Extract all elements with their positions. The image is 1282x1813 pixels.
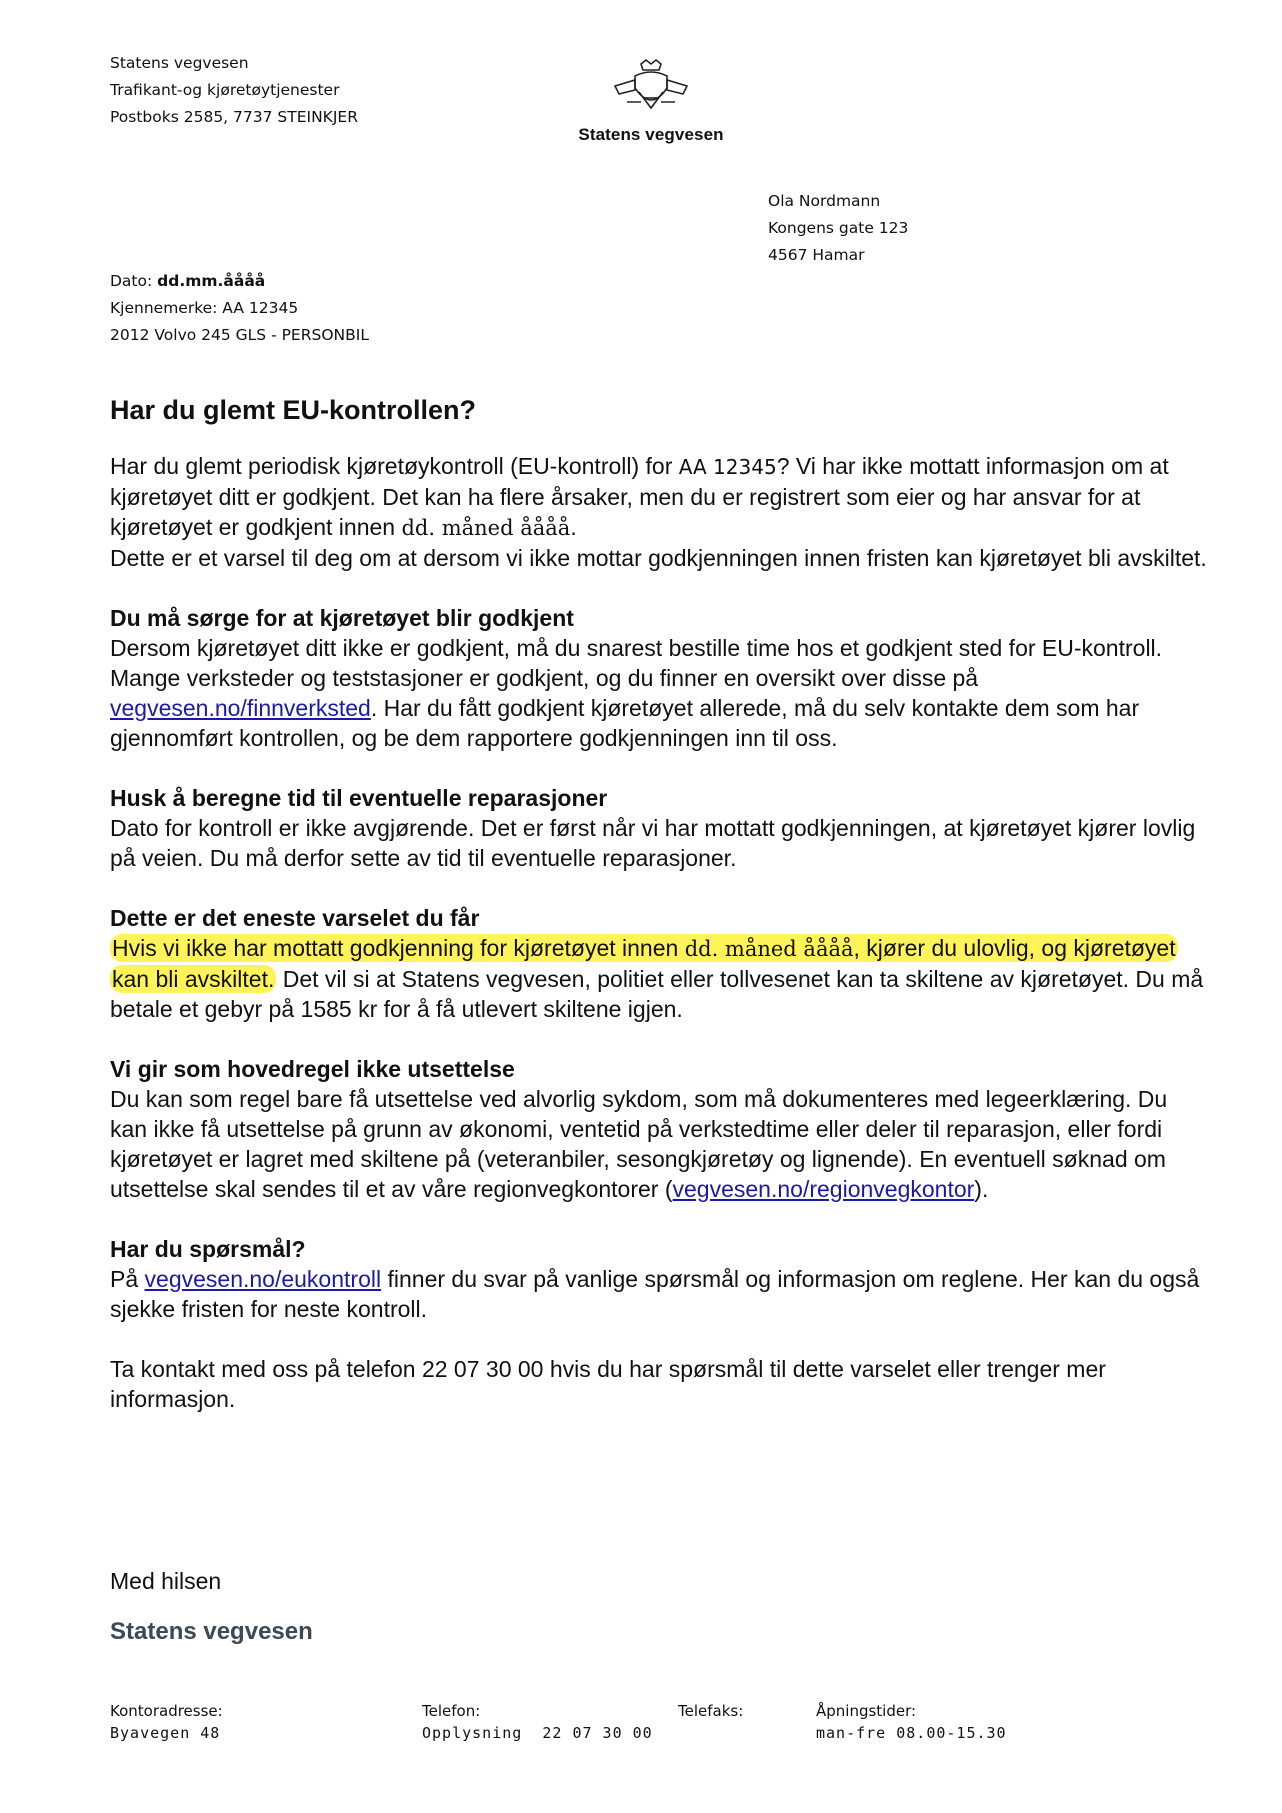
recipient-street: Kongens gate 123 — [768, 219, 909, 237]
sender-org: Statens vegvesen — [110, 54, 249, 72]
section-body-godkjent — [110, 633, 1210, 753]
logo-wordmark: Statens vegvesen — [578, 125, 724, 144]
intro-text-b: ? Vi har ikke mottatt informasjon om at kjøretøyet ditt er godkjent. Det kan ha flere årsaker, men du er registrert som eier og har ansvar for at kjøretøyet er godkjent innen — [110, 453, 1169, 540]
section-heading-varsel: Dette er det eneste varselet du får — [110, 905, 480, 931]
footer-phone-label: Telefon: — [422, 1702, 481, 1720]
finnverksted-link[interactable]: vegvesen.no/finnverksted — [110, 695, 371, 721]
footer-address-label: Kontoradresse: — [110, 1702, 223, 1720]
date-label: Dato: — [110, 272, 158, 290]
footer-address — [110, 1700, 223, 1744]
recipient-city: 4567 Hamar — [768, 246, 865, 264]
section-heading-sporsmal: Har du spørsmål? — [110, 1236, 306, 1262]
s1-text-a: Dersom kjøretøyet ditt ikke er godkjent, må du snarest bestille time hos et godkjent sted for EU-kontroll. Mange verksteder og teststasjoner er godkjent, og du finner en oversikt over disse på — [110, 635, 1163, 691]
statens-vegvesen-logo — [566, 58, 736, 145]
signature: Statens vegvesen — [110, 1618, 313, 1645]
intro-paragraph-2: Dette er et varsel til deg om at dersom vi ikke mottar godkjenningen innen fristen kan kjøretøyet bli avskiltet. — [110, 545, 1207, 571]
contact-paragraph: Ta kontakt med oss på telefon 22 07 30 00 hvis du har spørsmål til dette varselet eller trenger mer informasjon. — [110, 1356, 1106, 1412]
sender-postal: Postboks 2585, 7737 STEINKJER — [110, 108, 358, 126]
section-heading-utsettelse: Vi gir som hovedregel ikke utsettelse — [110, 1056, 515, 1082]
s3-rest: Det vil si at Statens vegvesen, politiet eller tollvesenet kan ta skiltene av kjøretøyet. Du må betale et gebyr på 1585 kr for å få utlevert skiltene igjen. — [110, 966, 1204, 1022]
s3-deadline: dd. måned åååå — [684, 937, 854, 961]
plate-line: Kjennemerke: AA 12345 — [110, 299, 299, 317]
footer-hours — [816, 1700, 1007, 1744]
footer-address-value: Byavegen 48 — [110, 1724, 221, 1742]
date-line — [110, 268, 369, 295]
s3-hl-text-a: Hvis vi ikke har mottatt godkjenning for kjøretøyet innen — [112, 935, 685, 961]
s4-text-b: ). — [974, 1176, 989, 1202]
footer-phone — [422, 1700, 653, 1744]
closing-greeting: Med hilsen — [110, 1568, 222, 1594]
footer-fax-label: Telefaks: — [678, 1702, 744, 1720]
footer-hours-label: Åpningstider: — [816, 1702, 917, 1720]
footer-hours-value: man-fre 08.00-15.30 — [816, 1724, 1007, 1742]
eukontroll-link[interactable]: vegvesen.no/eukontroll — [144, 1266, 382, 1292]
intro-text-c: . — [570, 514, 577, 540]
section-body-varsel — [110, 933, 1210, 1024]
s5-text-a: På — [110, 1266, 145, 1292]
date-value: dd.mm.åååå — [157, 272, 266, 290]
section-body-sporsmal — [110, 1264, 1210, 1324]
s3-hl-text-b: , kjører du ulovlig, og kjøretøyet kan bli avskiltet. — [112, 935, 1176, 992]
vehicle-line: 2012 Volvo 245 GLS - PERSONBIL — [110, 326, 369, 344]
intro-plate: AA 12345 — [678, 455, 777, 479]
footer — [110, 1700, 1210, 1760]
intro-text-a: Har du glemt periodisk kjøretøykontroll (EU-kontroll) for — [110, 453, 679, 479]
intro-deadline: dd. måned åååå — [401, 516, 571, 540]
s1-text-b: . Har du fått godkjent kjøretøyet allerede, må du selv kontakte dem som har gjennomført kontrollen, og be dem rapportere godkjenningen inn til oss. — [110, 695, 1140, 751]
recipient-address — [768, 188, 908, 269]
section-heading-godkjent: Du må sørge for at kjøretøyet blir godkjent — [110, 605, 574, 631]
sender-department: Trafikant-og kjøretøytjenester — [110, 81, 340, 99]
intro-paragraph — [110, 451, 1210, 543]
section-body-utsettelse — [110, 1084, 1210, 1204]
footer-fax — [678, 1700, 743, 1722]
sender-address — [110, 50, 358, 131]
letter-body — [110, 393, 1210, 1414]
recipient-name: Ola Nordmann — [768, 192, 881, 210]
footer-phone-value: Opplysning 22 07 30 00 — [422, 1724, 653, 1742]
letter-meta — [110, 268, 369, 349]
letter-title: Har du glemt EU-kontrollen? — [110, 395, 477, 425]
crest-icon — [611, 58, 691, 118]
section-heading-reparasjoner: Husk å beregne tid til eventuelle reparasjoner — [110, 785, 608, 811]
s5-text-b: finner du svar på vanlige spørsmål og informasjon om reglene. Her kan du også sjekke fristen for neste kontroll. — [110, 1266, 1200, 1322]
s4-text-a: Du kan som regel bare få utsettelse ved alvorlig sykdom, som må dokumenteres med legeerklæring. Du kan ikke få utsettelse på grunn av økonomi, ventetid på verkstedtime eller deler til reparasjon, eller fordi kjøretøyet er lagret med skiltene på (veteranbiler, sesongkjøretøy og lignende). En eventuell søknad om utsettelse skal sendes til et av våre regionvegkontorer ( — [110, 1086, 1168, 1202]
section-body-reparasjoner: Dato for kontroll er ikke avgjørende. Det er først når vi har mottatt godkjenningen, at kjøretøyet kjører lovlig på veien. Du må derfor sette av tid til eventuelle reparasjoner. — [110, 815, 1196, 871]
regionvegkontor-link[interactable]: vegvesen.no/regionvegkontor — [672, 1176, 975, 1202]
